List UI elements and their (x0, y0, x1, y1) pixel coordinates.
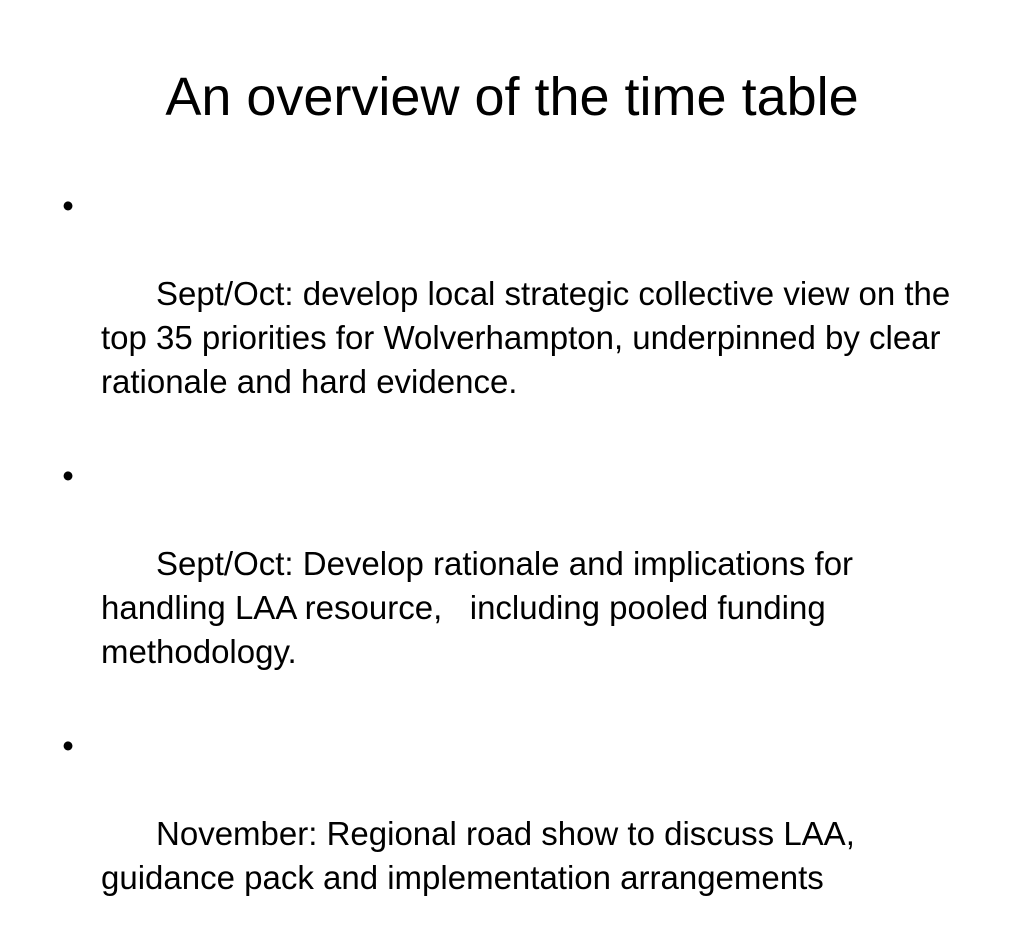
bullet-list (58, 184, 958, 950)
bullet-icon: • (62, 187, 74, 224)
bullet-item-sept-oct-laa-resource (58, 454, 958, 718)
bullet-text: Sept/Oct: develop local strategic collective view on the top 35 priorities for Wolverhampton, underpinned by clear rationale and hard evidence. (101, 275, 960, 400)
slide-title: An overview of the time table (165, 67, 859, 127)
bullet-text: November: Regional road show to discuss LAA, guidance pack and implementation arrangements (101, 815, 865, 896)
bullet-item-sept-oct-priorities (58, 184, 958, 448)
bullet-icon: • (62, 457, 74, 494)
bullet-text: Sept/Oct: Develop rationale and implications for handling LAA resource, including pooled funding methodology. (101, 545, 863, 670)
bullet-icon: • (62, 727, 74, 764)
bullet-item-november-road-show (58, 724, 958, 944)
